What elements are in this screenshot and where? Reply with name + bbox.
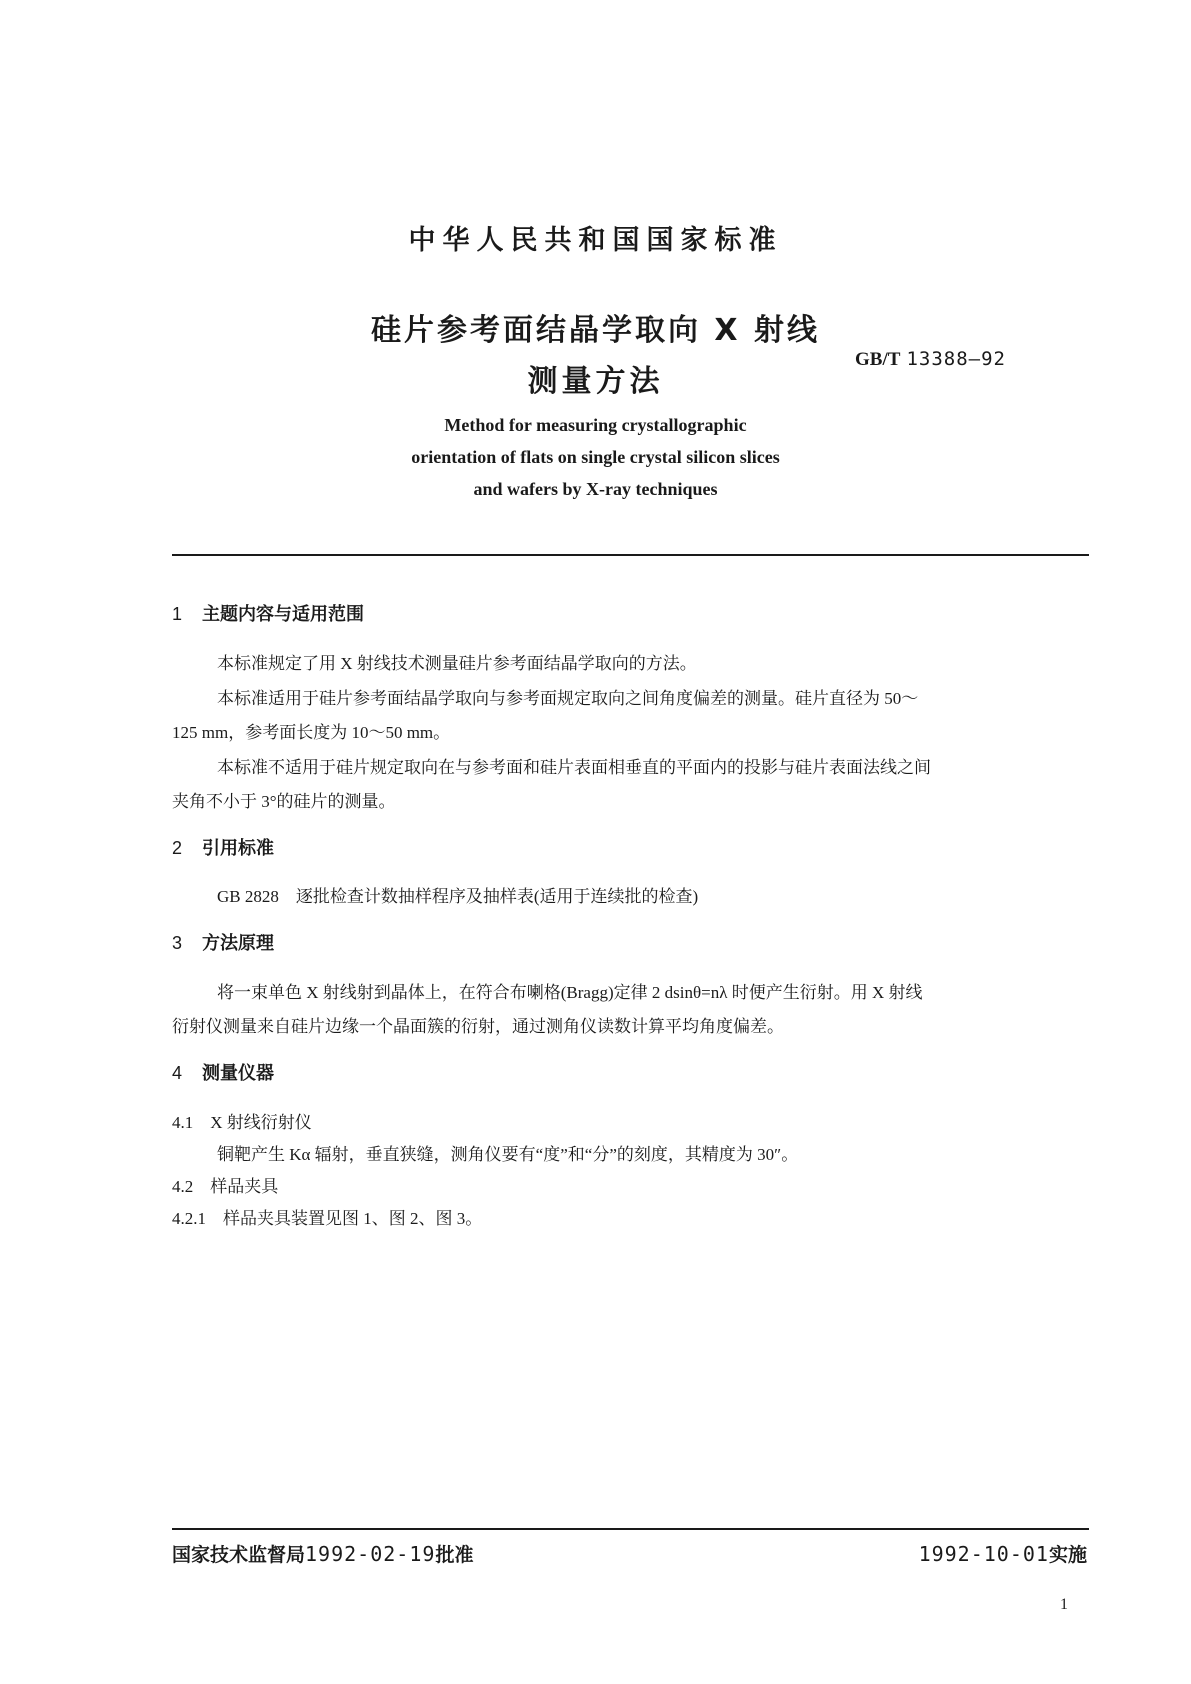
standard-code-number: 13388—92: [906, 348, 1006, 370]
bottom-divider: [172, 1528, 1089, 1530]
implementation-suffix: 实施: [1048, 1544, 1087, 1566]
section-4-2-heading: 4.2 样品夹具: [172, 1177, 279, 1196]
section-1-paragraph-1: 本标准规定了用 X 射线技术测量硅片参考面结晶学取向的方法。: [217, 654, 697, 673]
section-3-paragraph-1-line-2: 衍射仪测量来自硅片边缘一个晶面簇的衍射，通过测角仪读数计算平均角度偏差。: [172, 1017, 784, 1036]
approver-name: 国家技术监督局: [172, 1544, 306, 1566]
section-1-title: 主题内容与适用范围: [202, 604, 364, 625]
english-title-line-2: orientation of flats on single crystal silicon slices: [411, 447, 780, 467]
section-3-number: 3: [172, 933, 183, 953]
section-4-number: 4: [172, 1063, 183, 1083]
section-4-title: 测量仪器: [202, 1063, 274, 1084]
standard-code: [855, 348, 1006, 371]
section-1-number: 1: [172, 604, 183, 624]
approval-suffix: 批准: [435, 1544, 474, 1566]
section-2-title: 引用标准: [202, 838, 274, 859]
top-divider: [172, 554, 1089, 556]
section-4-1-heading: 4.1 X 射线衍射仪: [172, 1113, 312, 1132]
approval-date: 1992-02-19: [305, 1542, 436, 1566]
section-2-heading: [172, 834, 274, 860]
standard-code-prefix: GB/T: [855, 349, 901, 370]
approval-line: [172, 1540, 473, 1567]
national-standard-title: 中华人民共和国国家标准: [408, 225, 783, 256]
document-title-line-1: 硅片参考面结晶学取向 X 射线: [370, 313, 821, 348]
section-1-heading: [172, 600, 364, 626]
section-3-heading: [172, 929, 274, 955]
implementation-date: 1992-10-01: [918, 1542, 1049, 1566]
section-3-paragraph-1-line-1: 将一束单色 X 射线射到晶体上，在符合布喇格(Bragg)定律 2 dsinθ=nλ 时便产生衍射。用 X 射线: [217, 983, 923, 1002]
section-1-paragraph-2-line-2: 125 mm，参考面长度为 10～50 mm。: [172, 723, 451, 742]
english-title-line-1: Method for measuring crystallographic: [444, 415, 747, 435]
section-4-1-paragraph: 铜靶产生 Kα 辐射，垂直狭缝，测角仪要有“度”和“分”的刻度，其精度为 30″。: [217, 1145, 799, 1164]
section-1-paragraph-2-line-1: 本标准适用于硅片参考面结晶学取向与参考面规定取向之间角度偏差的测量。硅片直径为 50～: [217, 689, 919, 708]
section-4-heading: [172, 1059, 274, 1085]
section-2-number: 2: [172, 838, 183, 858]
section-1-paragraph-3-line-2: 夹角不小于 3°的硅片的测量。: [172, 792, 396, 811]
implementation-line: [919, 1540, 1087, 1567]
section-3-title: 方法原理: [202, 933, 274, 954]
english-title-line-3: and wafers by X-ray techniques: [473, 479, 718, 499]
section-1-paragraph-3-line-1: 本标准不适用于硅片规定取向在与参考面和硅片表面相垂直的平面内的投影与硅片表面法线之间: [217, 758, 931, 777]
page-number: 1: [1060, 1596, 1068, 1613]
document-title-line-2: 测量方法: [527, 364, 664, 399]
section-4-2-1-paragraph: 4.2.1 样品夹具装置见图 1、图 2、图 3。: [172, 1209, 483, 1228]
section-2-paragraph-1: GB 2828 逐批检查计数抽样程序及抽样表(适用于连续批的检查): [217, 887, 699, 906]
